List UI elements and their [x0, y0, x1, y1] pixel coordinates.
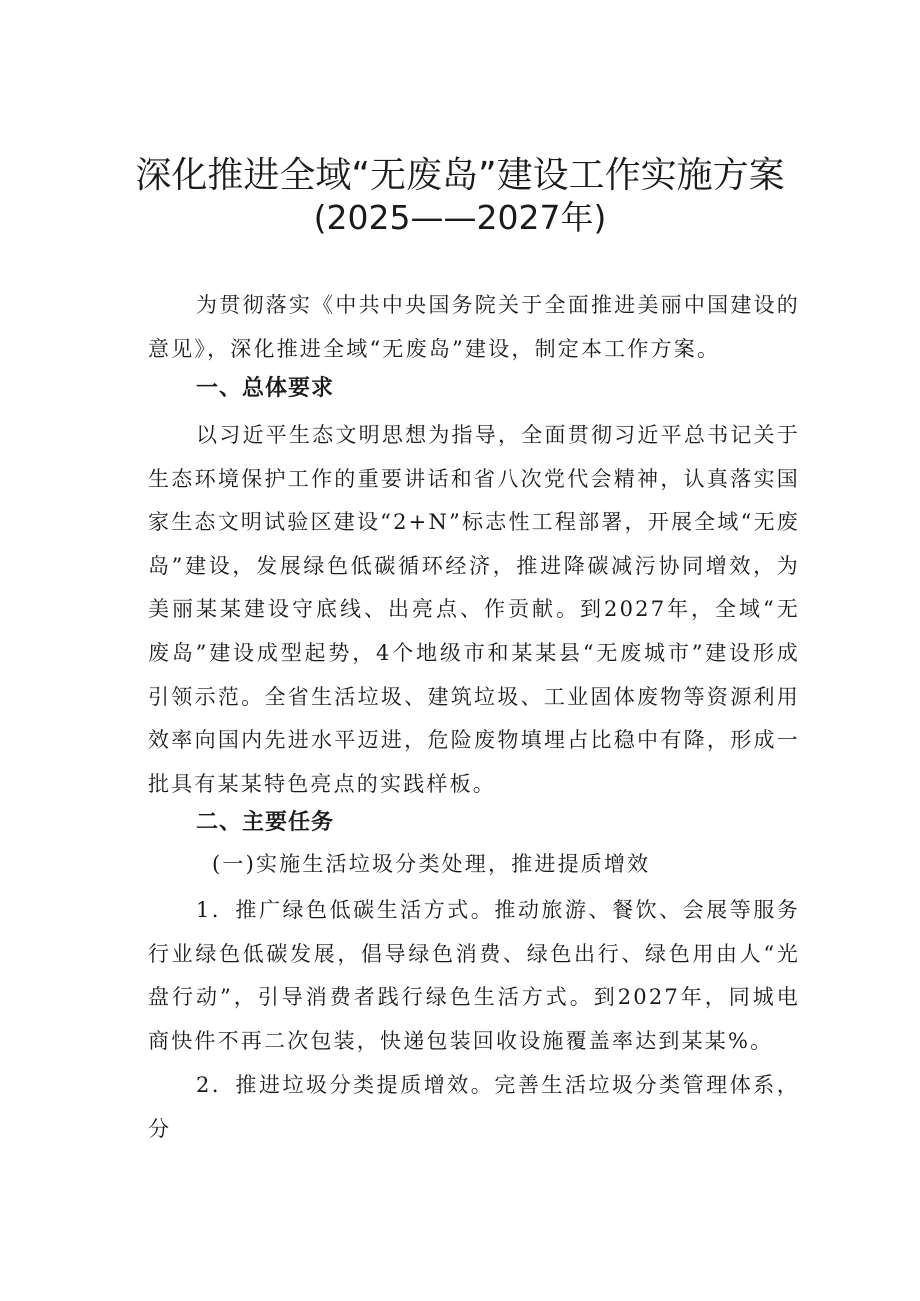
task-item-green-lifestyle: 1．推广绿色低碳生活方式。推动旅游、餐饮、会展等服务行业绿色低碳发展，倡导绿色消费、绿色出行、绿色用由人“光盘行动”，引导消费者践行绿色生活方式。到2027年，同城电商快件不再二次包装，快递包装回收设施覆盖率达到某某%。 [148, 898, 800, 1053]
task-item-waste-sorting: 2．推进垃圾分类提质增效。完善生活垃圾分类管理体系，分 [148, 1073, 800, 1141]
document-subtitle-years: (2025——2027年) [313, 198, 607, 237]
section-heading-general-requirements: 一、总体要求 [196, 376, 335, 401]
general-requirements-paragraph: 以习近平生态文明思想为指导，全面贯彻习近平总书记关于生态环境保护工作的重要讲话和省八次党代会精神，认真落实国家生态文明试验区建设“2+N”标志性工程部署，开展全域“无废岛”建设，发展绿色低碳循环经济，推进降碳减污协同增效，为美丽某某建设守底线、出亮点、作贡献。到2027年，全域“无废岛”建设成型起势，4个地级市和某某县“无废城市”建设形成引领示范。全省生活垃圾、建筑垃圾、工业固体废物等资源利用效率向国内先进水平迈进，危险废物填埋占比稳中有降，形成一批具有某某特色亮点的实践样板。 [148, 423, 800, 796]
subsection-heading-waste-sorting: (一)实施生活垃圾分类处理，推进提质增效 [212, 852, 651, 876]
document-title: 深化推进全域“无废岛”建设工作实施方案 [135, 155, 785, 196]
section-heading-main-tasks: 二、主要任务 [196, 810, 335, 835]
intro-paragraph: 为贯彻落实《中共中央国务院关于全面推进美丽中国建设的意见》，深化推进全域“无废岛”建设，制定本工作方案。 [148, 293, 800, 361]
